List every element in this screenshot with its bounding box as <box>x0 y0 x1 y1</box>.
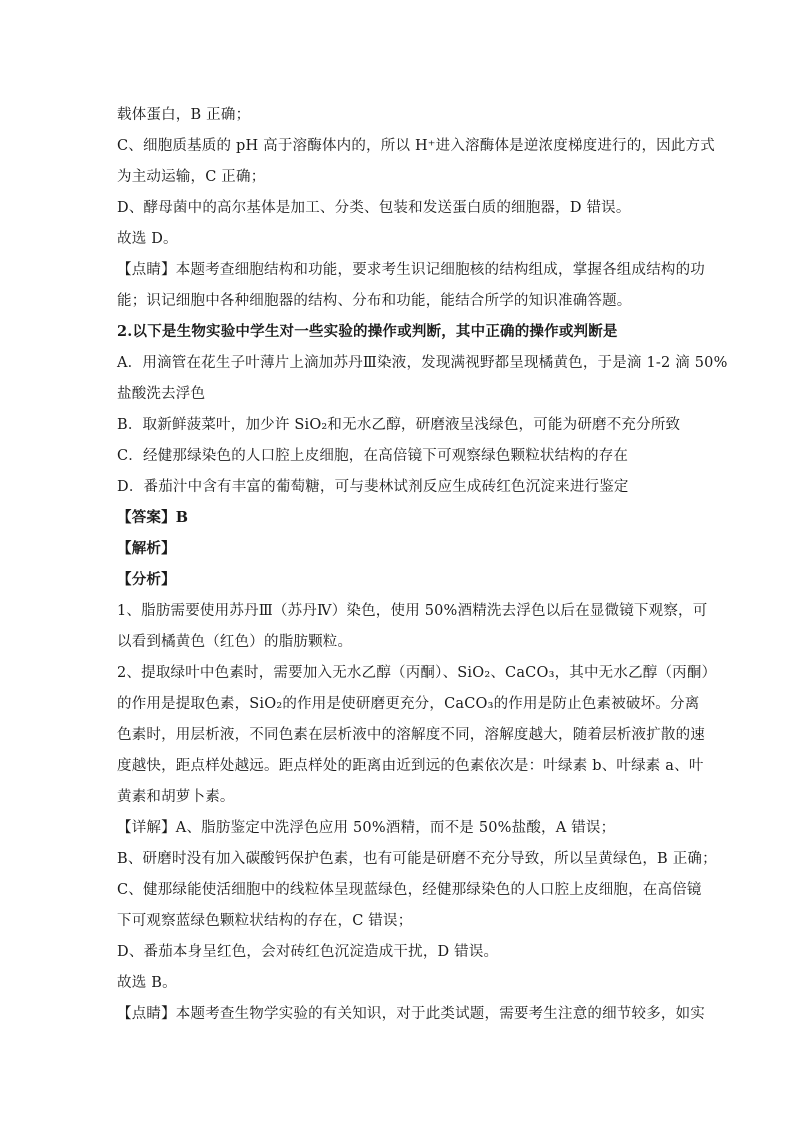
text-line: 故选 B。 <box>117 975 177 991</box>
text-line: 能；识记细胞中各种细胞器的结构、分布和功能，能结合所学的知识准确答题。 <box>117 293 632 309</box>
analysis-heading: 【解析】 <box>117 540 176 557</box>
text-line: 色素时，用层析液，不同色素在层析液中的溶解度不同，溶解度越大，随着层析液扩散的速 <box>117 727 705 743</box>
answer-heading: 【答案】B <box>117 509 189 526</box>
text-line: C、健那绿能使活细胞中的线粒体呈现蓝绿色，经健那绿染色的人口腔上皮细胞，在高倍镜 <box>117 882 702 898</box>
text-line: 下可观察蓝绿色颗粒状结构的存在，C 错误； <box>117 913 413 929</box>
text-line: 的作用是提取色素，SiO₂的作用是使研磨更充分，CaCO₃的作用是防止色素被破坏。分离 <box>117 696 700 712</box>
text-line: 1、脂肪需要使用苏丹Ⅲ（苏丹Ⅳ）染色，使用 50%酒精洗去浮色以后在显微镜下观察，可 <box>117 603 708 619</box>
text-line: 为主动运输，C 正确； <box>117 169 266 185</box>
text-line: D、番茄本身呈红色，会对砖红色沉淀造成干扰，D 错误。 <box>117 944 499 960</box>
text-line: 2、提取绿叶中色素时，需要加入无水乙醇（丙酮）、SiO₂、CaCO₃，其中无水乙醇（丙酮） <box>117 665 717 681</box>
option-a: A．用滴管在花生子叶薄片上滴加苏丹Ⅲ染液，发现满视野都呈现橘黄色，于是滴 1-2 滴 50% <box>117 355 728 371</box>
text-line: 载体蛋白，B 正确； <box>117 107 251 123</box>
text-line: 故选 D。 <box>117 231 178 247</box>
text-line: 黄素和胡萝卜素。 <box>117 789 235 805</box>
text-line: 【详解】A、脂肪鉴定中洗浮色应用 50%酒精，而不是 50%盐酸，A 错误； <box>117 820 616 836</box>
text-line: 【点睛】本题考查细胞结构和功能，要求考生识记细胞核的结构组成，掌握各组成结构的功 <box>117 262 705 278</box>
text-line: 以看到橘黄色（红色）的脂肪颗粒。 <box>117 634 353 650</box>
text-line: B、研磨时没有加入碳酸钙保护色素，也有可能是研磨不充分导致，所以呈黄绿色，B 正确； <box>117 851 717 867</box>
text-line: 【点睛】本题考查生物学实验的有关知识，对于此类试题，需要考生注意的细节较多，如实 <box>117 1006 705 1022</box>
option-c: C．经健那绿染色的人口腔上皮细胞，在高倍镜下可观察绿色颗粒状结构的存在 <box>117 448 629 464</box>
fenxi-heading: 【分析】 <box>117 571 176 588</box>
text-line: D、酵母菌中的高尔基体是加工、分类、包装和发送蛋白质的细胞器，D 错误。 <box>117 200 631 216</box>
option-b: B．取新鲜菠菜叶，加少许 SiO₂和无水乙醇，研磨液呈浅绿色，可能为研磨不充分所致 <box>117 417 681 433</box>
text-line: 度越快，距点样处越远。距点样处的距离由近到远的色素依次是：叶绿素 b、叶绿素 a、叶 <box>117 758 704 774</box>
text-line: 盐酸洗去浮色 <box>117 386 206 402</box>
question-stem: 2.以下是生物实验中学生对一些实验的操作或判断，其中正确的操作或判断是 <box>117 323 618 340</box>
text-line: C、细胞质基质的 pH 高于溶酶体内的，所以 H⁺进入溶酶体是逆浓度梯度进行的，因此方式 <box>117 138 715 154</box>
option-d: D．番茄汁中含有丰富的葡萄糖，可与斐林试剂反应生成砖红色沉淀来进行鉴定 <box>117 479 629 495</box>
